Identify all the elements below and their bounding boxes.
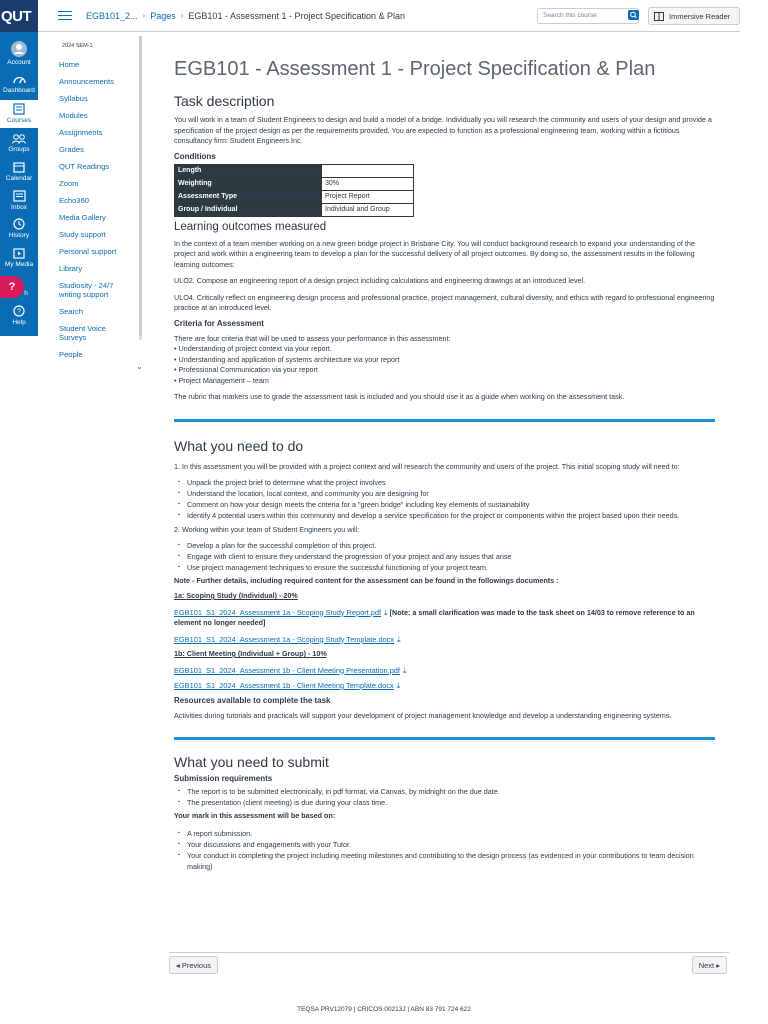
footer-text: TEQSA PRV12079 | CRICOS 00213J | ABN 83 791 724 622	[297, 1006, 471, 1013]
account-icon	[11, 41, 27, 57]
task-description-text: You will work in a team of Student Engineers to design and build a model of a bridge. Individually you will research the community and users of your design and provide a specification of the project design as per the requirements provided. You are expected to function as a professional engineering team, working within a fictitious consultancy firm: Student Engineers Inc.	[174, 115, 712, 145]
breadcrumb	[86, 11, 405, 21]
course-nav	[56, 36, 140, 359]
list-item: ▪ The presentation (client meeting) is due during your class time.	[174, 797, 716, 808]
table-cell: Length	[175, 164, 322, 177]
nav-label: Account	[7, 59, 31, 66]
nav-dashboard[interactable]	[0, 74, 38, 95]
chevron-right-icon: ›	[180, 11, 184, 20]
learning-outcomes-text: In the context of a team member working on a new green bridge project in Brisbane City. You will conduct background research to expand your understanding of the project and work within a engineering team to develop a plan for the successful delivery of all project outcomes. By doing so, the assessment results in the following learning outcomes:	[174, 238, 695, 269]
search-input[interactable]: Search this course	[537, 8, 639, 24]
table-cell: 30%	[322, 177, 414, 190]
calendar-icon	[13, 161, 25, 173]
course-nav-scrollbar[interactable]	[139, 36, 142, 340]
nav-calendar[interactable]	[0, 161, 38, 183]
ulo4-text: ULO4. Critically reflect on engineering design process and professional practice, project management, cultural diversity, and ethics with regard to professional engineering practice at an introduced level.	[174, 292, 715, 312]
learning-outcomes-heading: Learning outcomes measured	[174, 220, 327, 233]
scoping-study-report-line	[174, 608, 716, 629]
clarification-note: [Note: a small clarification was made to the task sheet on 14/03 to remove reference to an element no longer needed]	[174, 607, 695, 627]
course-nav-media-gallery[interactable]: Media Gallery	[59, 213, 106, 222]
chevron-down-icon[interactable]: ⌄	[136, 362, 143, 371]
download-icon[interactable]: ⤓	[396, 681, 401, 690]
criteria-intro: There are four criteria that will be used to assess your performance in this assessment:	[174, 333, 451, 343]
global-nav	[0, 0, 38, 336]
course-nav-study-support[interactable]: Study support	[59, 230, 106, 239]
course-nav-announcements[interactable]: Announcements	[59, 77, 114, 86]
criteria-item: • Understanding of project context via your report.	[174, 344, 332, 353]
course-nav-zoom[interactable]: Zoom	[59, 179, 79, 188]
course-nav-echo360[interactable]: Echo360	[59, 196, 89, 205]
previous-button[interactable]: ◂ Previous	[169, 956, 218, 974]
table-cell: Group / Individual	[175, 203, 322, 216]
client-meeting-presentation-link[interactable]: EGB101_S1_2024_Assessment 1b - Client Meeting Presentation.pdf	[174, 665, 400, 675]
scoping-study-subheading: 1a: Scoping Study (Individual) - 20%	[174, 591, 298, 600]
svg-text:?: ?	[17, 308, 21, 316]
table-cell: Weighting	[175, 177, 322, 190]
nav-label: My Media	[4, 261, 34, 268]
task-description-heading: Task description	[174, 93, 275, 109]
conditions-heading: Conditions	[174, 151, 216, 161]
ulo2-text: ULO2. Compose an engineering report of a design project including calculations and engineering drawings at an introduced level.	[174, 276, 586, 285]
course-nav-personal-support[interactable]: Personal support	[59, 247, 117, 256]
client-meeting-presentation-line	[174, 666, 716, 677]
section-divider	[174, 737, 715, 740]
submission-requirements-heading: Submission requirements	[174, 774, 273, 783]
nav-label: Courses	[6, 117, 32, 124]
list-item: ▪ Engage with client to ensure they understand the progression of your project and any issues that arise	[174, 551, 716, 562]
course-nav-qut-readings[interactable]: QUT Readings	[59, 162, 110, 171]
page-title: EGB101 - Assessment 1 - Project Specification & Plan	[174, 58, 656, 80]
search-icon	[628, 10, 639, 20]
immersive-reader-label: Immersive Reader	[669, 11, 731, 21]
scoping-study-template-line	[174, 635, 716, 646]
course-nav-grades[interactable]: Grades	[59, 145, 84, 154]
nav-label: Calendar	[5, 175, 33, 182]
mark-basis-heading: Your mark in this assessment will be based on:	[174, 811, 336, 820]
table-cell: Assessment Type	[175, 190, 322, 203]
resources-heading: Resources available to complete the task	[174, 695, 331, 705]
download-icon[interactable]: ⤓	[384, 607, 388, 617]
course-nav-syllabus[interactable]: Syllabus	[59, 94, 88, 103]
nav-help-fragment	[14, 290, 38, 298]
course-nav-library[interactable]: Library	[59, 264, 83, 273]
list-item: ▪ Understand the location, local context, and community you are designing for	[174, 488, 716, 499]
download-icon[interactable]: ⤓	[402, 665, 407, 675]
table-row	[175, 203, 414, 216]
nav-account[interactable]	[0, 38, 38, 68]
criteria-item: • Professional Communication via your report	[174, 365, 318, 374]
inbox-icon	[13, 190, 26, 202]
immersive-reader-button[interactable]	[648, 7, 740, 25]
course-nav-student-voice-surveys[interactable]: Student Voice Surveys	[59, 324, 106, 342]
nav-label: Help	[12, 319, 26, 326]
resources-text: Activities during tutorials and practicals will support your development of project management knowledge and develop a understanding engineering systems.	[174, 710, 672, 720]
nav-inbox[interactable]	[0, 190, 38, 212]
breadcrumb-pages[interactable]: Pages	[150, 10, 176, 21]
nav-label: History	[8, 232, 30, 239]
page-content	[174, 36, 716, 872]
course-nav-assignments[interactable]: Assignments	[59, 128, 103, 137]
list-item: ▪ Develop a plan for the successful completion of this project.	[174, 540, 716, 551]
todo-team-intro: 2. Working within your team of Student Engineers you will:	[174, 525, 360, 534]
nav-label: Dashboard	[3, 87, 35, 94]
criteria-item: • Understanding and application of systems architecture via your report	[174, 354, 400, 364]
breadcrumb-course[interactable]: EGB101_2...	[86, 10, 138, 21]
next-button[interactable]: Next ▸	[692, 956, 727, 974]
help-bubble-icon[interactable]: ?	[0, 276, 24, 298]
list-item: ▪ Your conduct in completing the project including meeting milestones and contributing to the design process (as evidenced in your contributions to team decision making)	[174, 850, 716, 872]
todo-intro: 1. In this assessment you will be provided with a project context and will research the community and users of the project. This initial scoping study will need to:	[174, 461, 680, 471]
course-nav-home[interactable]: Home	[59, 60, 80, 69]
table-cell	[322, 164, 414, 177]
table-cell: Project Report	[322, 190, 414, 203]
criteria-heading: Criteria for Assessment	[174, 318, 264, 328]
search-button[interactable]	[628, 10, 639, 20]
list-item: ▪ Your discussions and engagements with your Tutor.	[174, 839, 716, 850]
submission-requirements-list	[174, 786, 716, 808]
nav-label: h	[24, 290, 28, 297]
download-icon[interactable]: ⤓	[397, 634, 401, 644]
what-you-need-to-do-heading: What you need to do	[174, 437, 304, 454]
groups-icon	[12, 133, 26, 144]
courses-icon	[13, 103, 25, 115]
course-nav-people[interactable]: People	[59, 350, 83, 359]
course-nav-studiosity[interactable]: Studiosity - 24/7 writing support	[59, 281, 114, 299]
qut-logo[interactable]: QUT	[0, 0, 38, 32]
rubric-text: The rubric that markers use to grade the assessment task is included and you should use it as a guide when working on the assessment task.	[174, 392, 625, 401]
table-row	[175, 177, 414, 190]
what-you-need-to-submit-heading: What you need to submit	[174, 754, 329, 770]
list-item: ▪ Identify 4 potential users within this community and develop a service specification for the project or components within the project based upon their needs.	[174, 510, 716, 521]
client-meeting-template-link[interactable]: EGB101_S1_2024_Assessment 1b - Client Meeting Template.docx	[174, 681, 394, 690]
nav-label: Groups	[8, 146, 30, 153]
nav-help[interactable]	[0, 305, 38, 327]
module-pager	[169, 952, 729, 974]
nav-groups[interactable]	[0, 133, 38, 154]
nav-my-media[interactable]	[0, 247, 38, 269]
mark-basis-list	[174, 828, 716, 872]
table-cell: Individual and Group	[322, 203, 414, 216]
scoping-study-template-link[interactable]: EGB101_S1_2024_Assessment 1a - Scoping Study Template.docx	[174, 634, 395, 644]
scoping-study-report-link[interactable]: EGB101_S1_2024_Assessment 1a - Scoping Study Report.pdf	[174, 607, 382, 617]
course-nav-search[interactable]: Search	[59, 307, 84, 316]
list-item: ▪ Unpack the project brief to determine what the project involves	[174, 477, 716, 488]
chevron-down-icon[interactable]: ⌄	[37, 329, 43, 336]
documents-note: Note - Further details, including required content for the assessment can be found in the followings documents :	[174, 575, 559, 585]
list-item: ▪ Use project management techniques to ensure the successful functioning of your project team.	[174, 562, 716, 573]
help-icon	[13, 305, 25, 317]
hamburger-menu-icon[interactable]	[58, 8, 72, 23]
todo-list-2	[174, 540, 716, 573]
client-meeting-template-line	[174, 681, 716, 692]
term-label: 2024 SEM-1	[62, 43, 93, 49]
list-item: ▪ A report submission.	[174, 828, 716, 839]
dashboard-icon	[13, 74, 26, 85]
nav-label: Inbox	[11, 204, 27, 211]
conditions-table	[174, 164, 414, 217]
nav-history[interactable]	[0, 218, 38, 240]
section-divider	[174, 419, 715, 422]
criteria-item: • Project Management – team	[174, 375, 269, 385]
table-row	[175, 164, 414, 177]
history-icon	[13, 218, 25, 230]
my-media-icon	[13, 247, 25, 259]
breadcrumb-current: EGB101 - Assessment 1 - Project Specification & Plan	[188, 10, 406, 21]
todo-list-1	[174, 477, 716, 521]
top-bar	[38, 0, 740, 32]
list-item: ▪ The report is to be submitted electronically, in pdf format, via Canvas, by midnight on the due date.	[174, 786, 716, 797]
course-nav-modules[interactable]: Modules	[59, 111, 88, 120]
chevron-right-icon: ›	[142, 11, 146, 20]
table-row	[175, 190, 414, 203]
client-meeting-subheading: 1b: Client Meeting (Individual + Group) - 10%	[174, 649, 327, 658]
immersive-reader-icon	[654, 12, 664, 21]
list-item: ▪ Comment on how your design meets the criteria for a "green bridge" including key elements of sustainability	[174, 499, 716, 510]
nav-courses[interactable]	[0, 100, 38, 128]
